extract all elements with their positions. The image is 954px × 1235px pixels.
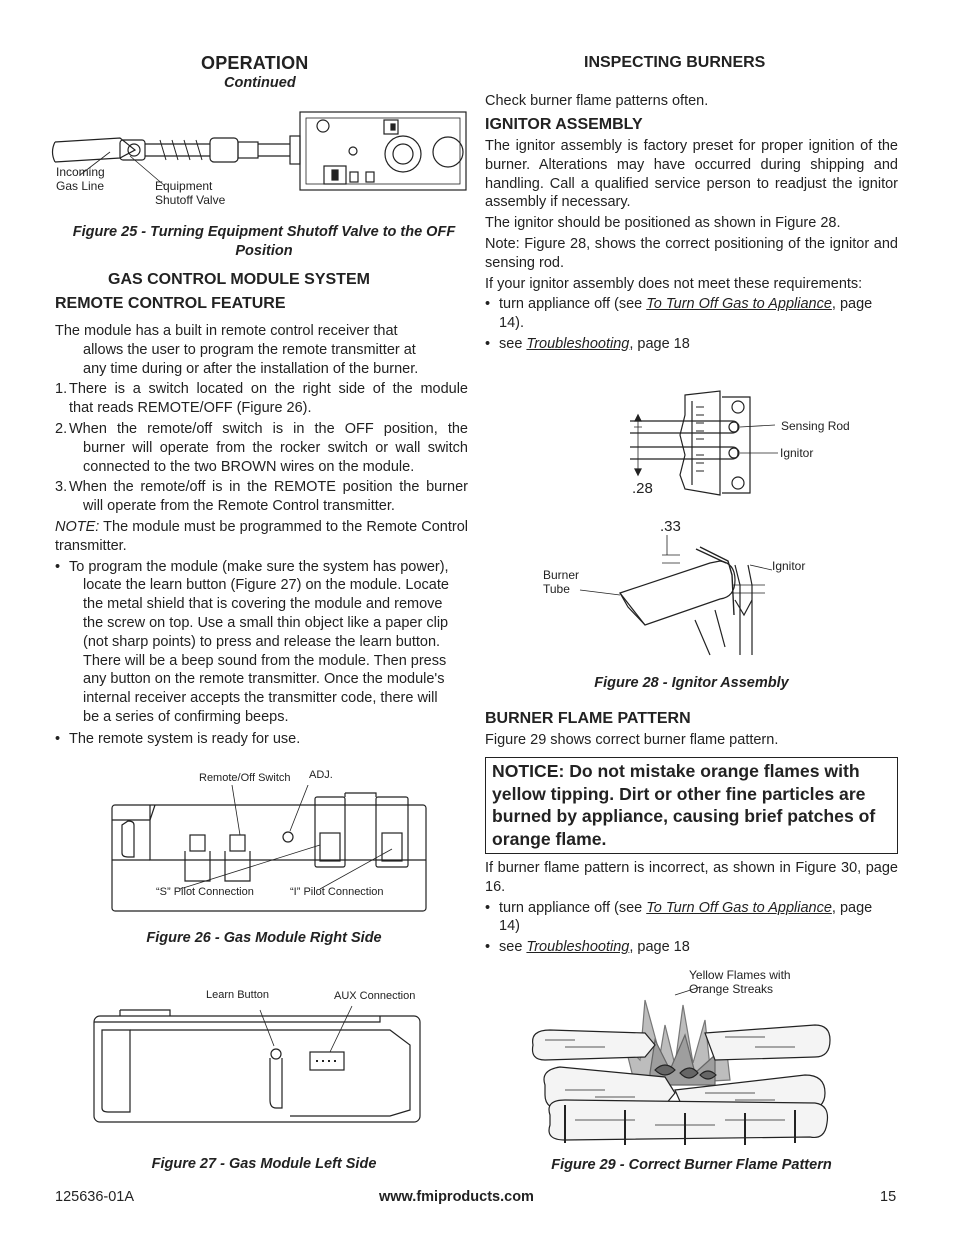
notice-box — [485, 757, 898, 854]
fig28-dim-033: .33 — [660, 518, 681, 535]
figure-27-gas-module-left — [90, 1000, 425, 1128]
fig27-label-learn: Learn Button — [206, 989, 269, 1001]
fig28-label-burner-tube: Burner Tube — [543, 568, 580, 596]
remote-control-body: The module has a built in remote control receiver that allows the user to program the remote transmitter at any time during or after the installation of the burner. 1. There is a switch located on the right side of the module that reads REMOTE/OFF (Figure 26). 2. When the remote/off switch is in the OFF position, the burner will operate from the rocker switch or wall switch connected to the two BROWN wires on the module. 3. When the remote/off is in the REMOTE position the burner will operate from the Remote Control transmitter. NOTE: The module must be programmed to the Remote Control transmitter. • To program the module (make sure the system has power), locate the learn button (Figure 27) on the module. Locate the metal shield that is covering the module and remove the screw on top. Use a small thin object like a paper clip (not sharp points) to press and release the learn button. There will be a beep sound from the module. Then press any button on the remote transmitter. Once the module's internal receiver accepts the transmitter code, there will be a series of confirming beeps. • The remote system is ready for use. — [55, 323, 468, 747]
figure-27-caption: Figure 27 - Gas Module Left Side — [151, 1156, 377, 1172]
figure-25-gas-valve-diagram — [50, 100, 475, 210]
operation-continued: Continued — [224, 75, 296, 91]
link-troubleshooting-2[interactable]: Troubleshooting — [526, 939, 630, 956]
inspecting-burners-title: INSPECTING BURNERS — [584, 54, 766, 71]
fig26-label-s-pilot: “S” Pilot Connection — [156, 886, 254, 898]
burner-flame-title: BURNER FLAME PATTERN — [485, 710, 691, 727]
footer-page-number: 15 — [880, 1189, 897, 1205]
footer-website[interactable]: www.fmiproducts.com — [379, 1189, 534, 1205]
link-troubleshooting[interactable]: Troubleshooting — [526, 335, 630, 352]
figure-25-caption: Figure 25 - Turning Equipment Shutoff Valve to the OFF Position — [72, 224, 456, 259]
footer-doc-number: 125636-01A — [55, 1189, 135, 1205]
link-turn-off-gas[interactable]: To Turn Off Gas to Appliance — [646, 296, 832, 313]
flame-incorrect-body: If burner flame pattern is incorrect, as shown in Figure 30, page 16. • turn appliance off (see To Turn Off Gas to Appliance, page 14) • see Troubleshooting, page 18 — [485, 860, 898, 956]
ignitor-body: The ignitor assembly is factory preset for proper ignition of the burner. Alterations may have occurred during shipping and handling. Call a qualified service person to readjust the ignitor assembly if necessary. The ignitor should be positioned as shown in Figure 28. Note: Figure 28, shows the correct positioning of the ignitor and sensing rod. If your ignitor assembly does not meet these requirements: • turn appliance off (see To Turn Off Gas to Appliance, page 14). • see Troubleshooting, page 18 — [485, 138, 898, 352]
link-turn-off-gas-2[interactable]: To Turn Off Gas to Appliance — [646, 899, 832, 916]
fig26-label-switch: Remote/Off Switch — [199, 772, 291, 784]
remote-control-title: REMOTE CONTROL FEATURE — [55, 295, 286, 312]
fig26-label-i-pilot: “I” Pilot Connection — [290, 886, 384, 898]
fig27-label-aux: AUX Connection — [334, 990, 416, 1002]
fig28-label-sensing-rod: Sensing Rod — [781, 419, 850, 433]
fig25-label-shutoff: Equipment Shutoff Valve — [155, 179, 226, 207]
operation-title: OPERATION — [201, 53, 309, 73]
ignitor-assembly-title: IGNITOR ASSEMBLY — [485, 116, 643, 133]
gas-control-title: GAS CONTROL MODULE SYSTEM — [108, 271, 370, 288]
fig29-label-yellow-flames: Yellow Flames with Orange Streaks — [689, 968, 791, 996]
figure-29-flame-pattern — [525, 985, 835, 1150]
figure-26-caption: Figure 26 - Gas Module Right Side — [146, 930, 382, 946]
fig28-label-ignitor-side: Ignitor — [772, 559, 806, 573]
flame-intro: Figure 29 shows correct burner flame pattern. — [485, 732, 779, 748]
bullet1-line: To program the module (make sure the system has power), — [69, 558, 449, 575]
figure-29-caption: Figure 29 - Correct Burner Flame Pattern — [551, 1157, 832, 1173]
fig28-dim-028: .28 — [632, 480, 653, 497]
fig28-label-ignitor-top: Ignitor — [780, 446, 814, 460]
figure-28-caption: Figure 28 - Ignitor Assembly — [594, 675, 789, 691]
notice-text: NOTICE: Do not mistake orange flames with yellow tipping. Dirt or other fine particles are burned by appliance, causing brief patches of orange flame. — [492, 761, 876, 849]
check-flame-text: Check burner flame patterns often. — [485, 93, 709, 109]
fig25-label-incoming: Incoming Gas Line — [56, 165, 105, 193]
fig26-label-adj: ADJ. — [309, 769, 333, 781]
